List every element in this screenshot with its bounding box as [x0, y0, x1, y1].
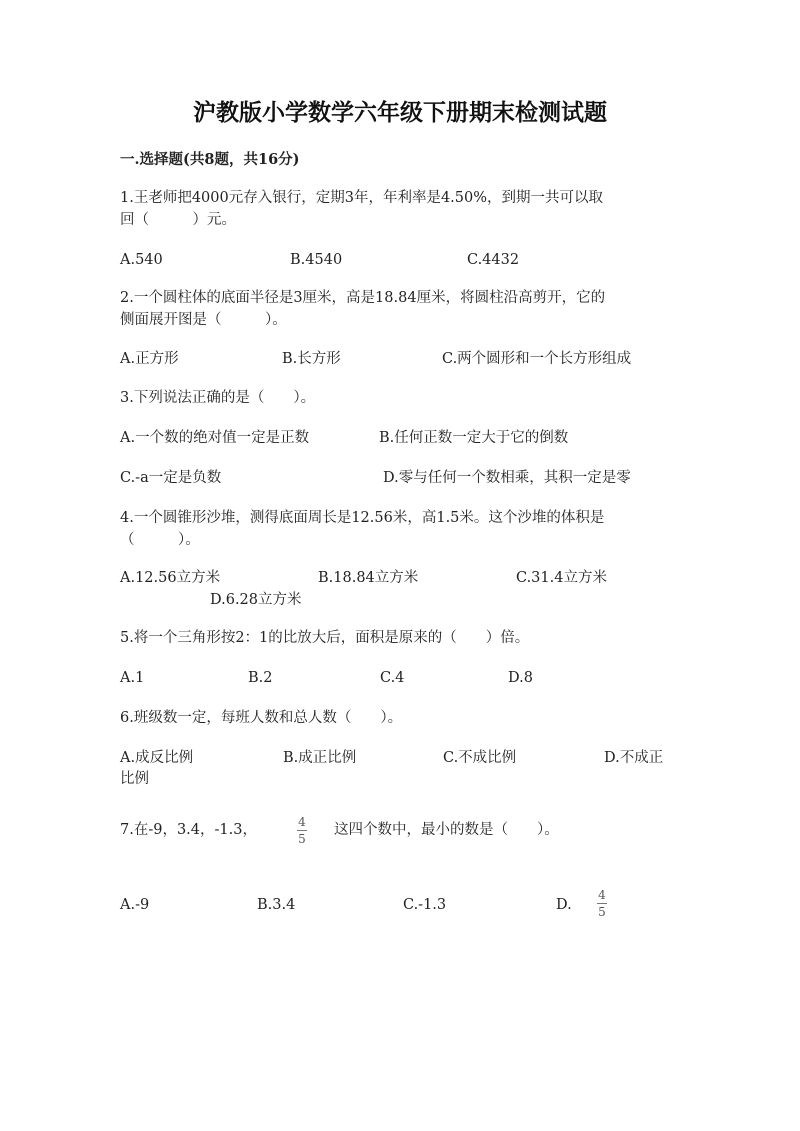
section-heading: 一.选择题(共8题，共16分): [120, 151, 300, 168]
fraction-bar: [297, 830, 307, 831]
fraction-bar: [597, 903, 607, 904]
question-7-option-c: C.-1.3: [403, 897, 447, 913]
page-title: 沪教版小学数学六年级下册期末检测试题: [193, 99, 607, 126]
question-1-option-a: A.540: [120, 252, 163, 268]
fraction-denominator: 5: [598, 905, 606, 919]
fraction-denominator: 5: [298, 832, 306, 846]
question-7-fraction: [297, 816, 307, 846]
question-3-line-1: 3.下列说法正确的是（ ）。: [120, 390, 316, 406]
fraction-numerator: 4: [298, 815, 306, 829]
question-7-line-before: 7.在-9，3.4，-1.3，: [120, 822, 257, 838]
question-5-option-a: A.1: [120, 670, 145, 686]
question-2-option-a: A.正方形: [120, 351, 179, 367]
question-3-option-b: B.任何正数一定大于它的倒数: [379, 430, 569, 446]
question-7-option-a: A.-9: [120, 897, 150, 913]
question-6-option-a: A.成反比例: [120, 750, 194, 766]
question-5-option-c: C.4: [380, 670, 405, 686]
question-4-option-a: A.12.56立方米: [120, 570, 221, 586]
question-7-option-d: D.: [556, 897, 572, 913]
question-1-option-b: B.4540: [290, 252, 343, 268]
fraction-numerator: 4: [598, 888, 606, 902]
question-6-line-1: 6.班级数一定，每班人数和总人数（ ）。: [120, 710, 403, 726]
question-2-option-c: C.两个圆形和一个长方形组成: [442, 351, 632, 367]
question-2-line-1: 2.一个圆柱体的底面半径是3厘米，高是18.84厘米，将圆柱沿高剪开，它的: [120, 290, 606, 306]
question-3-option-d: D.零与任何一个数相乘，其积一定是零: [383, 470, 631, 486]
question-5-option-d: D.8: [508, 670, 533, 686]
question-6-option-d: D.不成正: [604, 750, 664, 766]
question-1-option-c: C.4432: [467, 252, 520, 268]
question-6-option-d-continued: 比例: [120, 771, 149, 787]
question-6-option-b: B.成正比例: [283, 750, 357, 766]
question-6-option-c: C.不成比例: [443, 750, 517, 766]
question-1-line-2: 回（ ）元。: [120, 212, 236, 228]
question-5-option-b: B.2: [248, 670, 273, 686]
question-7-option-d-fraction: [597, 889, 607, 919]
question-4-line-2: （ ）。: [120, 532, 200, 548]
question-4-line-1: 4.一个圆锥形沙堆，测得底面周长是12.56米，高1.5米。这个沙堆的体积是: [120, 510, 605, 526]
question-1-line-1: 1.王老师把4000元存入银行，定期3年，年利率是4.50%，到期一共可以取: [120, 190, 604, 206]
question-3-option-a: A.一个数的绝对值一定是正数: [120, 430, 310, 446]
question-7-line-after: 这四个数中，最小的数是（ ）。: [334, 822, 559, 838]
question-5-line-1: 5.将一个三角形按2：1的比放大后，面积是原来的（ ）倍。: [120, 630, 530, 646]
question-4-option-c: C.31.4立方米: [516, 570, 607, 586]
question-2-line-2: 侧面展开图是（ ）。: [120, 312, 287, 328]
question-3-option-c: C.-a一定是负数: [120, 470, 222, 486]
question-4-option-b: B.18.84立方米: [318, 570, 419, 586]
question-7-option-b: B.3.4: [257, 897, 296, 913]
question-4-option-d: D.6.28立方米: [210, 592, 302, 608]
question-2-option-b: B.长方形: [282, 351, 341, 367]
